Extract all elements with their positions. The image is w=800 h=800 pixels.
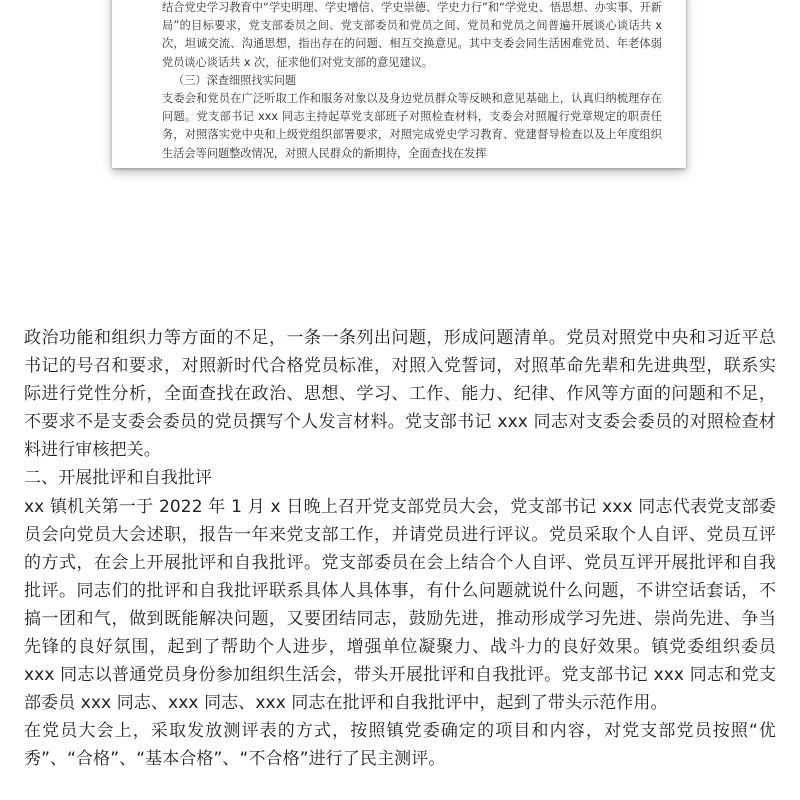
preview-heading: （三）深查细照找实问题 — [173, 73, 297, 87]
document-body — [24, 324, 776, 774]
preview-paragraph: 结合党史学习教育中“学史明理、学史增信、学史崇德、学史力行”和“学党史、悟思想、办实事、开新局”的目标要求，党支部委员之间、党支部委员和党员之间、党员和党员之间普遍开展谈心谈话共 x 次，坦诚交流、沟通思想，指出存在的问题、相互交换意见。其中支委会同生活困难党员、年老体弱党员谈心谈话共 x 次，征求他们对党支部的意见建议。 — [162, 1, 662, 69]
section-heading: 二、开展批评和自我批评 — [24, 468, 213, 489]
body-paragraph: 政治功能和组织力等方面的不足，一条一条列出问题，形成问题清单。党员对照党中央和习近平总书记的号召和要求，对照新时代合格党员标准，对照入党誓词，对照革命先辈和先进典型，联系实际进行党性分析，全面查找在政治、思想、学习、工作、能力、纪律、作风等方面的问题和不足，不要求不是支委会委员的党员撰写个人发言材料。党支部书记 xxx 同志对支委会委员的对照检查材料进行审核把关。 — [24, 328, 776, 461]
page-preview-content — [162, 0, 662, 163]
body-paragraph: 在党员大会上，采取发放测评表的方式，按照镇党委确定的项目和内容，对党支部党员按照“优秀”、“合格”、“基本合格”、“不合格”进行了民主测评。 — [24, 721, 776, 770]
preview-paragraph: 支委会和党员在广泛听取工作和服务对象以及身边党员群众等反映和意见基础上，认真归纳梳理存在问题。党支部书记 xxx 同志主持起草党支部班子对照检查材料，支委会对照履行党章规定的职责任务，对照落实党中央和上级党组织部署要求，对照完成党史学习教育、党建督导检查以及上年度组织生活会等问题整改情况，对照人民群众的新期待，全面查找在发挥 — [162, 92, 662, 160]
body-paragraph: xx 镇机关第一于 2022 年 1 月 x 日晚上召开党支部党员大会，党支部书记 xxx 同志代表党支部委员会向党员大会述职，报告一年来党支部工作，并请党员进行评议。党员采取个人自评、党员互评的方式，在会上开展批评和自我批评。党支部委员在会上结合个人自评、党员互评开展批评和自我批评。同志们的批评和自我批评联系具体人具体事，有什么问题就说什么问题，不讲空话套话，不搞一团和气，做到既能解决问题，又要团结同志，鼓励先进，推动形成学习先进、崇尚先进、争当先锋的良好氛围，起到了帮助个人进步，增强单位凝聚力、战斗力的良好效果。镇党委组织委员 xxx 同志以普通党员身份参加组织生活会，带头开展批评和自我批评。党支部书记 xxx 同志和党支部委员 xxx 同志、xxx 同志、xxx 同志在批评和自我批评中，起到了带头示范作用。 — [24, 496, 776, 714]
page-preview-card — [112, 0, 686, 168]
